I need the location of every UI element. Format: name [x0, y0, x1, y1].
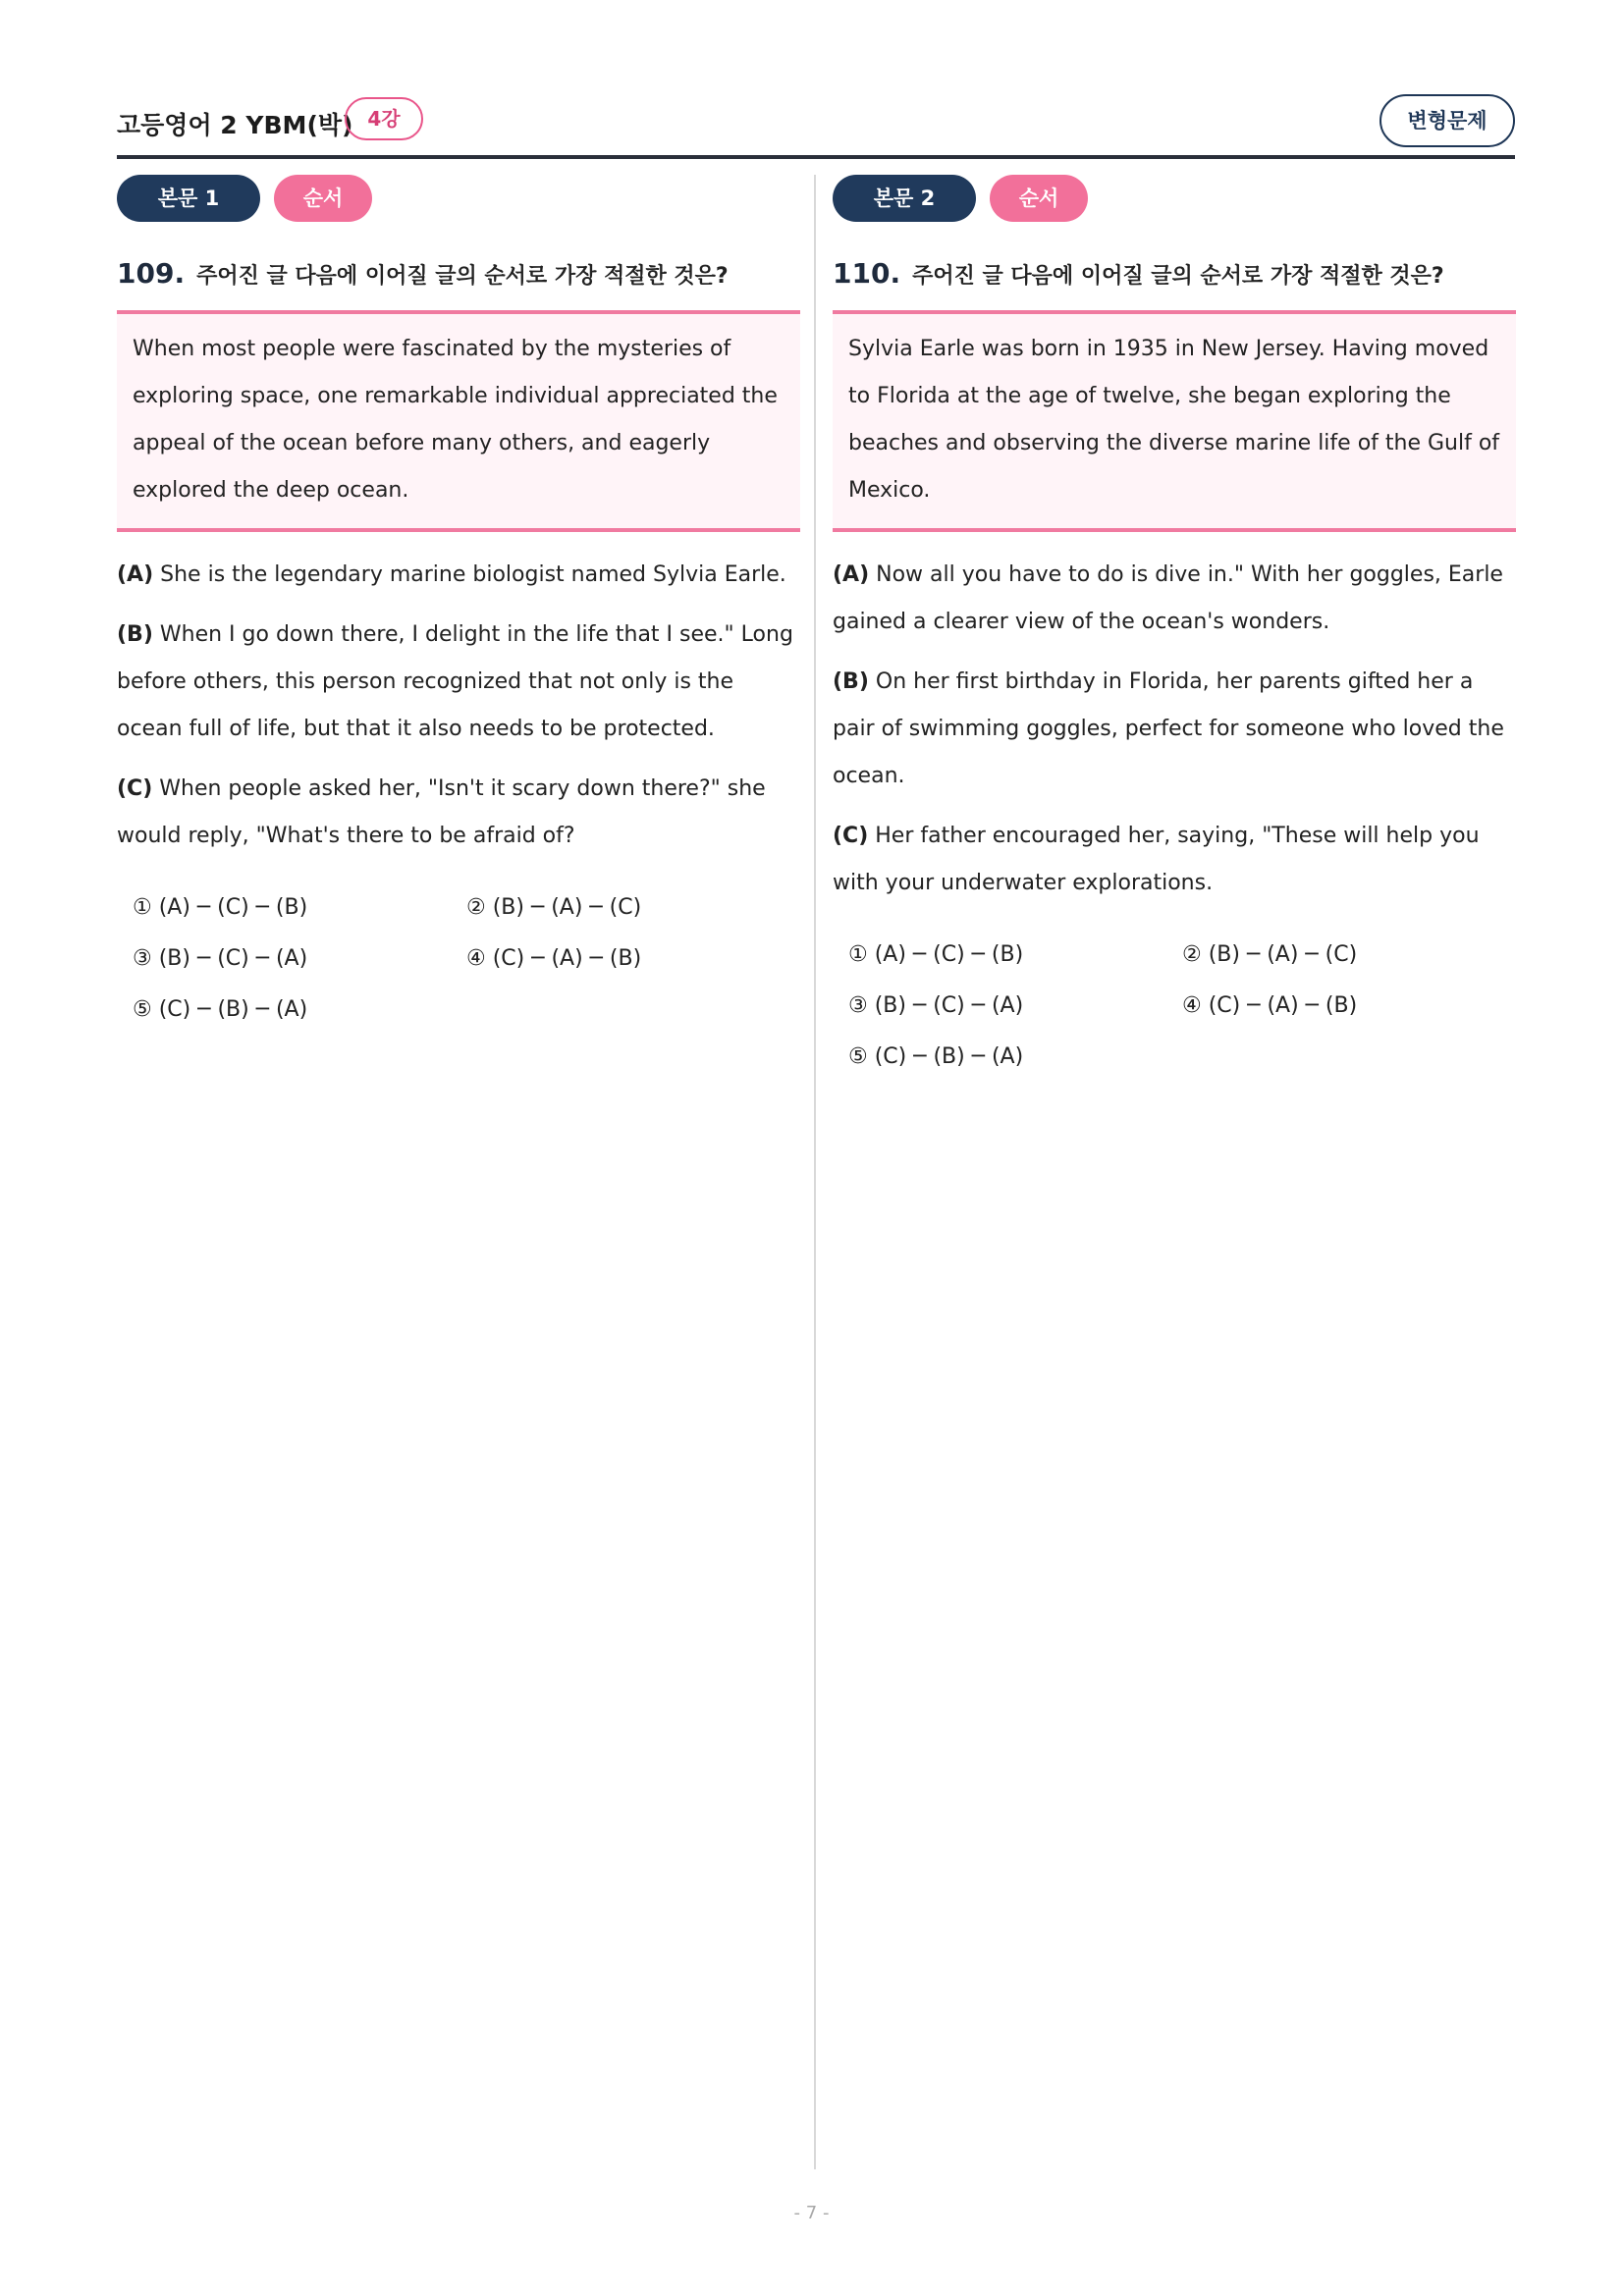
question-prompt: 주어진 글 다음에 이어질 글의 순서로 가장 적절한 것은? [912, 264, 1444, 289]
paragraph-text: Her father encouraged her, saying, "These will help you with your underwater explorations. [833, 824, 1480, 895]
paragraph-label: (A) [117, 562, 154, 587]
paragraph-label: (C) [117, 776, 153, 801]
paragraph-label: (B) [117, 622, 153, 647]
choice-2[interactable]: ② (B) ─ (A) ─ (C) [1182, 941, 1358, 967]
page-header [117, 96, 1515, 151]
header-divider [117, 155, 1515, 159]
section-tags [833, 175, 1516, 222]
paragraph-text: When people asked her, "Isn't it scary down there?" she would reply, "What's there to be afraid of? [117, 776, 766, 848]
given-passage-box: Sylvia Earle was born in 1935 in New Jersey. Having moved to Florida at the age of twelve, she began exploring the beaches and observing the diverse marine life of the Gulf of Mexico. [833, 310, 1516, 532]
paragraph-c [833, 813, 1516, 907]
question-type-tag: 순서 [990, 175, 1088, 222]
paragraph-b [117, 612, 800, 753]
paragraph-text: When I go down there, I delight in the life that I see." Long before others, this person recognized that not only is the ocean full of life, but that it also needs to be protected. [117, 622, 793, 741]
question-number: 109. [117, 257, 186, 290]
section-tags [117, 175, 800, 222]
course-title: 고등영어 2 YBM(박) [117, 111, 353, 139]
question-column-right [833, 175, 1516, 1082]
paragraph-text: On her first birthday in Florida, her parents gifted her a pair of swimming goggles, perfect for someone who loved the ocean. [833, 669, 1504, 788]
page-number: - 7 - [793, 2203, 830, 2223]
given-passage-box: When most people were fascinated by the mysteries of exploring space, one remarkable individual appreciated the appeal of the ocean before many others, and eagerly explored the deep ocean. [117, 310, 800, 532]
lesson-badge: 4강 [345, 97, 423, 140]
choice-5[interactable]: ⑤ (C) ─ (B) ─ (A) [848, 1043, 1024, 1069]
choice-5[interactable]: ⑤ (C) ─ (B) ─ (A) [133, 996, 308, 1022]
paragraph-label: (A) [833, 562, 870, 587]
passage-tag: 본문 2 [833, 175, 976, 222]
passage-tag: 본문 1 [117, 175, 260, 222]
question-column-left [117, 175, 800, 1035]
question-prompt: 주어진 글 다음에 이어질 글의 순서로 가장 적절한 것은? [196, 264, 729, 289]
paragraph-a [117, 552, 800, 599]
paragraph-c [117, 766, 800, 860]
paragraph-label: (B) [833, 669, 869, 694]
question-number: 110. [833, 257, 901, 290]
choice-4[interactable]: ④ (C) ─ (A) ─ (B) [466, 945, 642, 971]
question-type-tag: 순서 [274, 175, 372, 222]
question-heading [833, 257, 1516, 296]
question-heading [117, 257, 800, 296]
paragraph-a [833, 552, 1516, 646]
choice-3[interactable]: ③ (B) ─ (C) ─ (A) [133, 945, 308, 971]
choice-4[interactable]: ④ (C) ─ (A) ─ (B) [1182, 992, 1358, 1018]
paragraph-text: She is the legendary marine biologist named Sylvia Earle. [160, 562, 786, 587]
choice-2[interactable]: ② (B) ─ (A) ─ (C) [466, 894, 642, 920]
answer-choices [833, 929, 1516, 1082]
paragraph-b [833, 659, 1516, 800]
answer-choices [117, 881, 800, 1035]
choice-1[interactable]: ① (A) ─ (C) ─ (B) [848, 941, 1024, 967]
choice-1[interactable]: ① (A) ─ (C) ─ (B) [133, 894, 308, 920]
column-divider [814, 175, 816, 2169]
paragraph-label: (C) [833, 824, 869, 848]
paragraph-text: Now all you have to do is dive in." With her goggles, Earle gained a clearer view of the ocean's wonders. [833, 562, 1503, 634]
choice-3[interactable]: ③ (B) ─ (C) ─ (A) [848, 992, 1024, 1018]
problem-type-badge: 변형문제 [1380, 94, 1515, 147]
